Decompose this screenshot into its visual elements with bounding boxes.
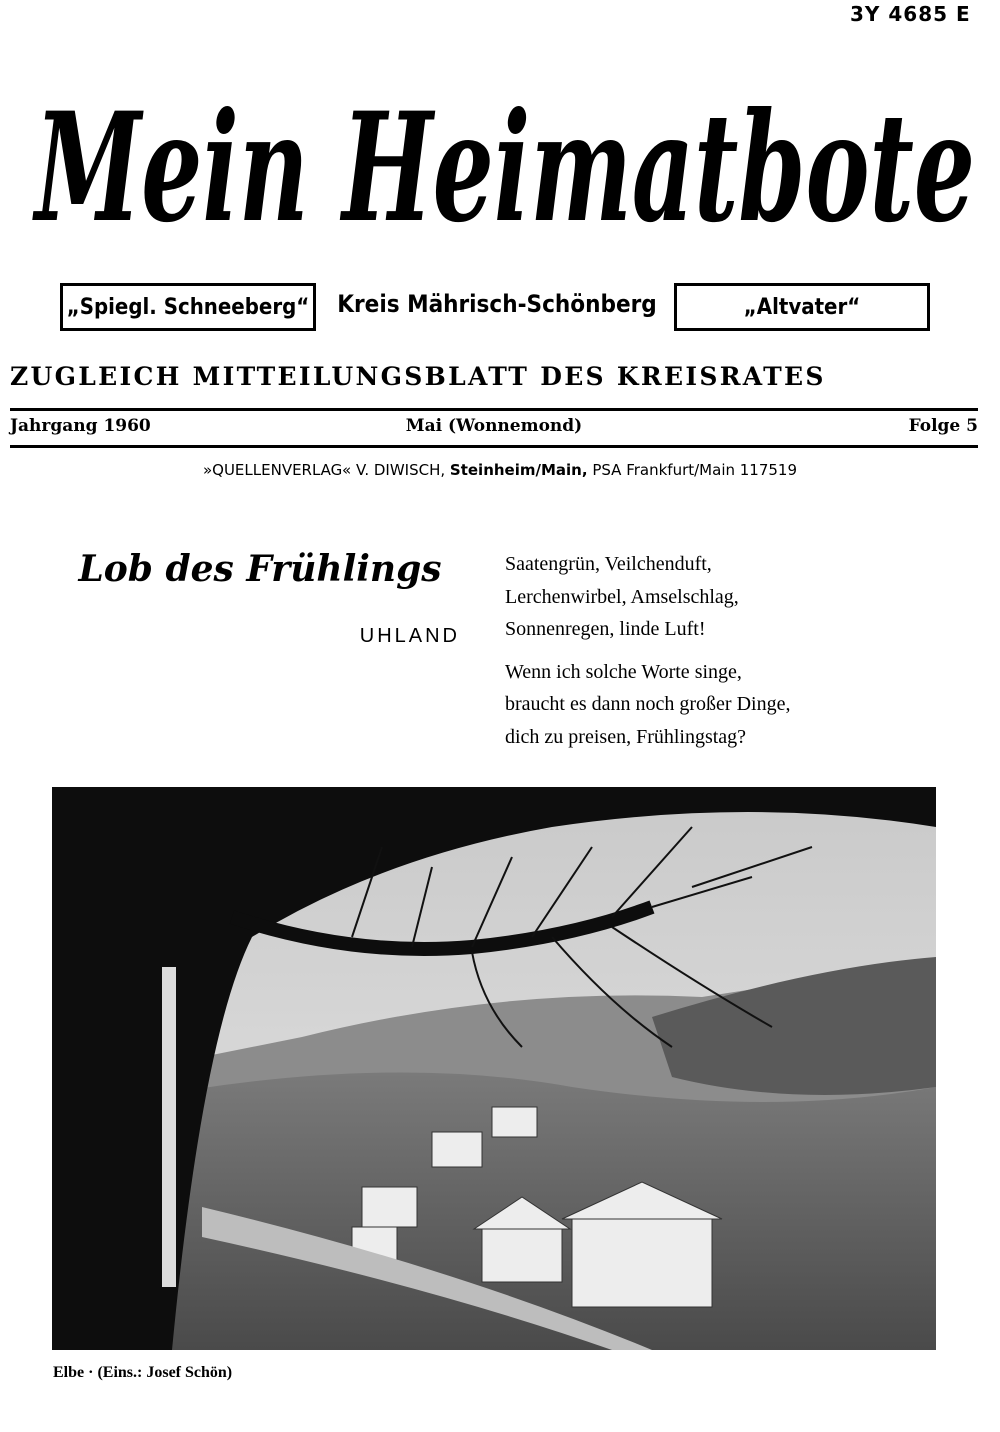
issue-month: Mai (Wonnemond) [405,416,583,436]
publisher-location: Steinheim/Main, [449,461,588,479]
photo-caption: Elbe · (Eins.: Josef Schön) [53,1364,233,1381]
poem-line: Saatengrün, Veilchenduft, [505,553,712,575]
region-box-left [60,283,316,331]
region-box-right [674,283,930,331]
masthead-title [28,30,983,270]
postal-code: 3Y 4685 E [850,2,971,26]
divider-top [10,408,978,411]
poem-text [505,548,935,763]
poem-line: Sonnenregen, linde Luft! [505,618,706,640]
poem-title: Lob des Frühlings [78,548,442,590]
publisher-name: »QUELLENVERLAG« V. DIWISCH, [202,461,446,479]
region-center-label: Kreis Mährisch-Schönberg [337,290,657,318]
poem-stanza [505,548,935,646]
poem-author: UHLAND [359,625,460,647]
poem-line: Lerchenwirbel, Amselschlag, [505,585,739,608]
publisher-line [100,461,900,479]
poem-line: dich zu preisen, Frühlingstag? [505,725,747,748]
poem-stanza [505,656,935,754]
issue-year: Jahrgang 1960 [10,416,151,436]
region-left-label: „Spiegl. Schneeberg“ [66,294,310,320]
masthead-subtitle: ZUGLEICH MITTEILUNGSBLATT DES KREISRATES [10,362,826,391]
masthead-title-text: Mein Heimatbote [31,80,975,256]
publisher-account: PSA Frankfurt/Main 117519 [592,461,798,479]
landscape-photo [52,787,936,1350]
issue-number: Folge 5 [908,416,978,436]
poem-line: Wenn ich solche Worte singe, [505,660,742,683]
divider-bottom [10,445,978,448]
poem-line: braucht es dann noch großer Dinge, [505,693,791,715]
region-right-label: „Altvater“ [743,294,861,320]
